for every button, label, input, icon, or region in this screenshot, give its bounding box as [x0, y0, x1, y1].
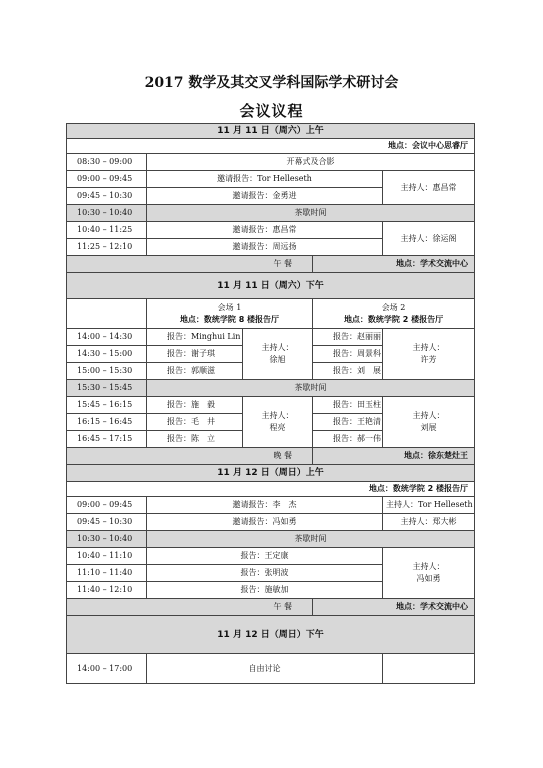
time-cell: 14:30 – 15:00: [67, 346, 147, 363]
host-name: 程亮: [269, 423, 286, 432]
table-row: [67, 256, 475, 273]
time-cell: 08:30 – 09:00: [67, 154, 147, 171]
time-cell: 10:40 – 11:10: [67, 548, 147, 565]
talk-cell: 报告：周景科: [313, 346, 383, 363]
blank-cell: [383, 654, 475, 684]
host-cell: 主持人：Tor Helleseth: [383, 497, 475, 514]
session-cell: 邀请报告：李 杰: [147, 497, 383, 514]
table-row: [67, 654, 475, 684]
break-cell: 茶歇时间: [147, 205, 475, 222]
table-row: [67, 154, 475, 171]
talk-cell: 报告：王艳清: [313, 414, 383, 431]
talk-cell: 报告：陈 立: [147, 431, 243, 448]
host-cell: 主持人：徐运阁: [383, 222, 475, 256]
host-name: 许芳: [420, 355, 437, 364]
session-cell: 邀请报告：周远扬: [147, 239, 383, 256]
day2-pm-header: 11 月 12 日（周日）下午: [67, 616, 475, 654]
host-cell: 主持人：惠昌常: [383, 171, 475, 205]
talk-cell: 报告：田玉柱: [313, 397, 383, 414]
day1-am-header-row: [67, 124, 475, 139]
day1-am-location: 地点：会议中心思睿厅: [67, 139, 475, 154]
time-cell: 10:30 – 10:40: [67, 531, 147, 548]
talk-cell: 报告：郝一伟: [313, 431, 383, 448]
lunch-location: 地点：学术交流中心: [313, 256, 475, 273]
session-cell: 报告：张明波: [147, 565, 383, 582]
time-cell: 15:30 – 15:45: [67, 380, 147, 397]
time-cell: 14:00 – 14:30: [67, 329, 147, 346]
table-row: [67, 171, 475, 188]
time-cell: 15:00 – 15:30: [67, 363, 147, 380]
day2-am-location-row: [67, 482, 475, 497]
table-row: [67, 380, 475, 397]
lunch-cell: 午 餐: [67, 599, 313, 616]
host-cell: 主持人：郑大彬: [383, 514, 475, 531]
time-cell: 16:45 – 17:15: [67, 431, 147, 448]
time-cell: 10:40 – 11:25: [67, 222, 147, 239]
time-cell: 11:40 – 12:10: [67, 582, 147, 599]
day2-pm-header-row: [67, 616, 475, 654]
venue1-cell: [147, 299, 313, 329]
session-cell: 邀请报告：冯如勇: [147, 514, 383, 531]
venue2-location: 地点：数统学院 2 楼报告厅: [343, 314, 444, 324]
agenda-table: [66, 123, 475, 684]
host-label: 主持人：: [412, 562, 445, 571]
break-cell: 茶歇时间: [147, 380, 475, 397]
time-cell: 10:30 – 10:40: [67, 205, 147, 222]
time-cell: 15:45 – 16:15: [67, 397, 147, 414]
table-row: [67, 448, 475, 465]
time-cell: 09:45 – 10:30: [67, 188, 147, 205]
talk-cell: 报告：毛 井: [147, 414, 243, 431]
host-name: 徐旭: [269, 355, 286, 364]
host-label: 主持人：: [261, 411, 294, 420]
session-cell: 邀请报告：惠昌常: [147, 222, 383, 239]
venue1-name: 会场 1: [217, 302, 242, 312]
table-row: [67, 222, 475, 239]
venue1-location: 地点：数统学院 8 楼报告厅: [179, 314, 280, 324]
host-cell: [243, 329, 313, 380]
time-cell: 14:00 – 17:00: [67, 654, 147, 684]
host-cell: [243, 397, 313, 448]
talk-cell: 报告：郭顺滋: [147, 363, 243, 380]
day1-am-location-row: [67, 139, 475, 154]
day2-am-header: 11 月 12 日（周日）上午: [67, 465, 475, 482]
table-row: [67, 548, 475, 565]
talk-cell: 报告：谢子琪: [147, 346, 243, 363]
day1-pm-header-row: [67, 273, 475, 299]
time-cell: 09:00 – 09:45: [67, 171, 147, 188]
host-label: 主持人：: [412, 343, 445, 352]
talk-cell: 报告：Minghui Lin: [147, 329, 243, 346]
break-cell: 茶歇时间: [147, 531, 475, 548]
session-cell: 邀请报告：金勇进: [147, 188, 383, 205]
host-name: 冯如勇: [416, 574, 441, 583]
table-row: [67, 329, 475, 346]
session-cell: 报告：王定康: [147, 548, 383, 565]
agenda-subtitle: 会议议程: [239, 102, 304, 120]
table-row: [67, 599, 475, 616]
talk-cell: 报告：赵丽丽: [313, 329, 383, 346]
session-cell: 邀请报告：Tor Helleseth: [147, 171, 383, 188]
lunch-cell: 午 餐: [67, 256, 313, 273]
host-cell: [383, 548, 475, 599]
talk-cell: 报告：施 毅: [147, 397, 243, 414]
time-cell: 11:10 – 11:40: [67, 565, 147, 582]
session-cell: 自由讨论: [147, 654, 383, 684]
time-cell: 16:15 – 16:45: [67, 414, 147, 431]
host-cell: [383, 397, 475, 448]
venue2-name: 会场 2: [381, 302, 406, 312]
table-row: [67, 514, 475, 531]
time-cell: 09:00 – 09:45: [67, 497, 147, 514]
lunch-location: 地点：学术交流中心: [313, 599, 475, 616]
conference-title: 2017 数学及其交叉学科国际学术研讨会: [144, 75, 399, 91]
table-row: [67, 397, 475, 414]
blank-cell: [67, 299, 147, 329]
time-cell: 11:25 – 12:10: [67, 239, 147, 256]
table-row: [67, 531, 475, 548]
day1-pm-header: 11 月 11 日（周六）下午: [67, 273, 475, 299]
session-cell: 开幕式及合影: [147, 154, 475, 171]
day1-am-header: 11 月 11 日（周六）上午: [67, 124, 475, 139]
host-label: 主持人：: [261, 343, 294, 352]
session-cell: 报告：施敏加: [147, 582, 383, 599]
host-label: 主持人：: [412, 411, 445, 420]
host-name: 刘展: [420, 423, 437, 432]
dinner-cell: 晚 餐: [67, 448, 313, 465]
venue-row: [67, 299, 475, 329]
talk-cell: 报告：刘 展: [313, 363, 383, 380]
time-cell: 09:45 – 10:30: [67, 514, 147, 531]
dinner-location: 地点：徐东楚灶王: [313, 448, 475, 465]
day2-am-location: 地点：数统学院 2 楼报告厅: [67, 482, 475, 497]
table-row: [67, 497, 475, 514]
day2-am-header-row: [67, 465, 475, 482]
venue2-cell: [313, 299, 475, 329]
host-cell: [383, 329, 475, 380]
table-row: [67, 205, 475, 222]
